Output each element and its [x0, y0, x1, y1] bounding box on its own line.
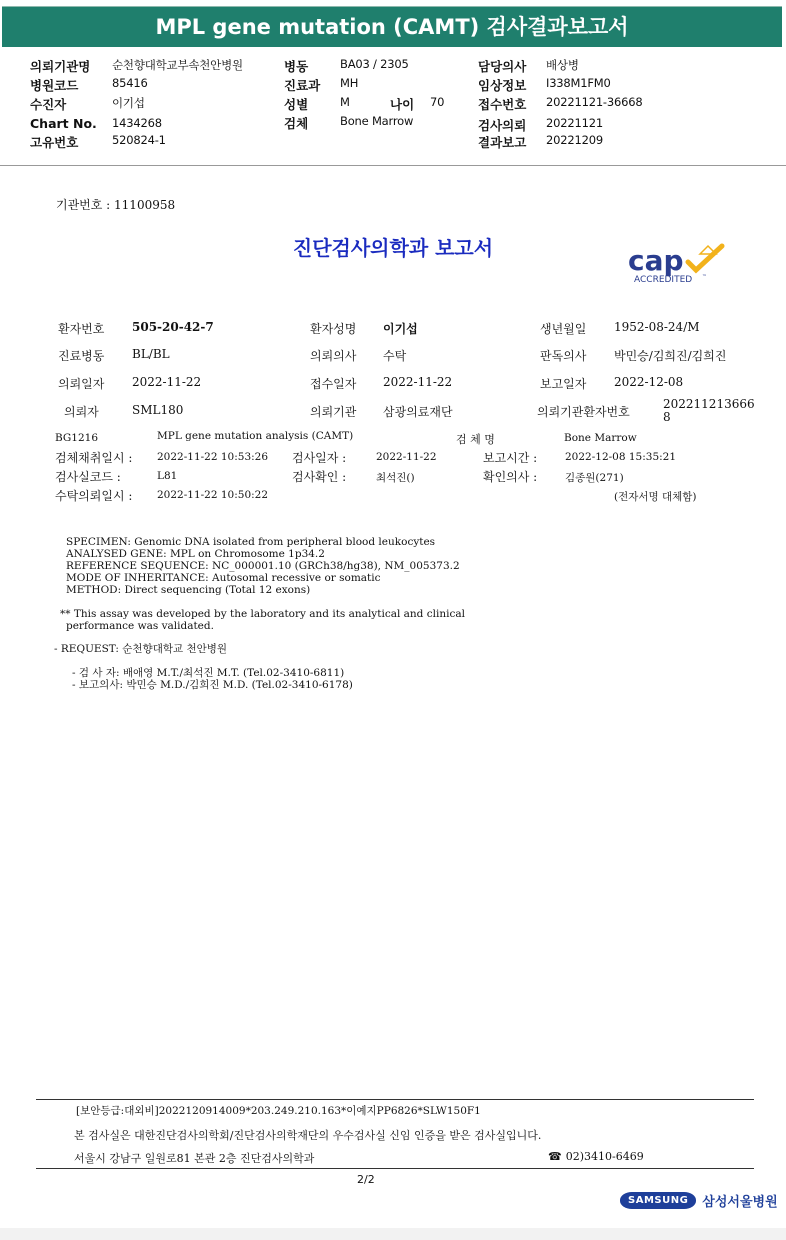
header-value: 520824-1 [112, 133, 166, 147]
confirm-label: 검사확인 : [292, 470, 347, 484]
report-date: 2022-12-08 [614, 375, 684, 389]
receive-date: 2022-11-22 [383, 375, 453, 389]
receive-date-label: 접수일자 [310, 377, 357, 391]
header-value: 이기섭 [112, 96, 145, 110]
e-sign-note: (전자서명 대체함) [614, 491, 697, 503]
body-line: MODE OF INHERITANCE: Autosomal recessive or somatic [66, 572, 381, 584]
certification-line: 본 검사실은 대한진단검사의학회/진단검사의학재단의 우수검사실 신임 인증을 받은 검사실입니다. [74, 1129, 542, 1142]
document-title: MPL gene mutation (CAMT) 검사결과보고서 [2, 6, 782, 47]
samsung-logo-pill: SAMSUNG [620, 1192, 696, 1209]
header-label: 검체 [284, 116, 309, 131]
body-line: SPECIMEN: Genomic DNA isolated from peripheral blood leukocytes [66, 536, 436, 548]
patient-no-label: 환자번호 [58, 322, 105, 336]
footer-divider-top [36, 1099, 754, 1100]
request-date-label: 의뢰일자 [58, 377, 105, 391]
header-label: 나이 [390, 97, 415, 112]
page-number: 2/2 [357, 1173, 375, 1186]
cap-logo-text: cap [628, 244, 684, 277]
header-value: 순천향대학교부속천안병원 [112, 58, 243, 72]
report-title: 진단검사의학과 보고서 [292, 236, 494, 260]
security-line: [보안등급:대외비]2022120914009*203.249.210.163*이예지PP6826*SLW150F1 [76, 1105, 481, 1117]
doctor-label: 의뢰의사 [310, 349, 357, 363]
header-value: 20221209 [546, 133, 603, 147]
header-label: 병동 [284, 59, 309, 74]
requester: SML180 [132, 403, 184, 417]
header-label: 진료과 [284, 78, 321, 93]
report-time: 2022-12-08 15:35:21 [565, 451, 677, 463]
dob-label: 생년월일 [540, 322, 587, 336]
report-date-label: 보고일자 [540, 377, 587, 391]
body-line: REFERENCE SEQUENCE: NC_000001.10 (GRCh38/hg38), NM_005373.2 [66, 560, 460, 572]
requester-label: 의뢰자 [64, 405, 99, 419]
request-institution-pid: 202211213666 [663, 397, 755, 411]
specimen-details [66, 536, 460, 596]
collect-label: 검체채취일시 : [55, 451, 133, 465]
header-label: 검사의뢰 [478, 118, 527, 133]
outsource-label: 수탁의뢰일시 : [55, 489, 133, 503]
samsung-hospital-logo [620, 1190, 778, 1210]
confirm-doctor-label: 확인의사 : [483, 470, 538, 484]
header-value: 70 [430, 95, 445, 109]
header-value: M [340, 95, 350, 109]
ward-label: 진료병동 [58, 349, 105, 363]
patient-name: 이기섭 [383, 322, 418, 336]
cap-logo-sub: ACCREDITED [634, 275, 693, 285]
phone-number: 02)3410-6469 [565, 1150, 644, 1163]
header-label: 수진자 [30, 97, 67, 112]
header-value: 1434268 [112, 116, 162, 130]
samsung-logo-text: 삼성서울병원 [702, 1195, 778, 1210]
specimen: Bone Marrow [564, 432, 637, 444]
reviewer: 박민승/김희진/김희진 [614, 349, 727, 363]
request-institution-pid-label: 의뢰기관환자번호 [537, 405, 630, 419]
test-date: 2022-11-22 [376, 451, 437, 463]
header-label: 결과보고 [478, 135, 527, 150]
header-value: 20221121-36668 [546, 95, 643, 109]
dob: 1952-08-24/M [614, 320, 700, 334]
request-date: 2022-11-22 [132, 375, 202, 389]
collect-time: 2022-11-22 10:53:26 [157, 451, 269, 463]
staff-line: - 검 사 자: 배애영 M.T./최석진 M.T. (Tel.02-3410-6811) [72, 667, 345, 679]
body-line: METHOD: Direct sequencing (Total 12 exons) [66, 584, 311, 596]
request-institution-pid-cont: 8 [663, 410, 671, 424]
assay-note [60, 608, 465, 632]
staff-line: - 보고의사: 박민승 M.D./김희진 M.D. (Tel.02-3410-6178) [72, 679, 353, 691]
header-value: Bone Marrow [340, 114, 414, 128]
lab-code: L81 [157, 470, 178, 482]
header-label: 고유번호 [30, 135, 79, 150]
doctor: 수탁 [383, 349, 407, 363]
patient-name-label: 환자성명 [310, 322, 357, 336]
address-line: 서울시 강남구 일원로81 본관 2층 진단검사의학과 [74, 1152, 315, 1165]
header-label: 담당의사 [478, 59, 527, 74]
reviewer-label: 판독의사 [540, 349, 587, 363]
header-value: MH [340, 76, 359, 90]
staff-info [72, 667, 353, 691]
test-date-label: 검사일자 : [292, 451, 347, 465]
confirm-doctor: 김종원(271) [565, 472, 624, 484]
outsource-time: 2022-11-22 10:50:22 [157, 489, 269, 501]
body-line: ANALYSED GENE: MPL on Chromosome 1p34.2 [66, 548, 325, 560]
header-label: 접수번호 [478, 97, 527, 112]
confirm: 최석진() [376, 472, 415, 484]
report-time-label: 보고시간 : [483, 451, 538, 465]
header-value: 배상병 [546, 58, 579, 72]
header-label: 병원코드 [30, 78, 79, 93]
header-value: BA03 / 2305 [340, 57, 409, 71]
note-line: ** This assay was developed by the laboratory and its analytical and clinical [60, 608, 465, 620]
ward: BL/BL [132, 347, 170, 361]
test-code: BG1216 [55, 432, 99, 444]
request-line: - REQUEST: 순천향대학교 천안병원 [54, 643, 228, 655]
header-divider [0, 165, 786, 166]
cap-accredited-logo [626, 240, 736, 290]
institution-number: 기관번호 : 11100958 [56, 198, 176, 212]
header-label: 의뢰기관명 [30, 59, 91, 74]
specimen-label: 검 체 명 [456, 433, 495, 446]
header-label: Chart No. [30, 116, 97, 131]
footer-divider-bottom [36, 1168, 754, 1169]
test-name: MPL gene mutation analysis (CAMT) [157, 430, 354, 442]
lab-code-label: 검사실코드 : [55, 470, 121, 484]
header-label: 임상정보 [478, 78, 527, 93]
header-value: I338M1FM0 [546, 76, 611, 90]
patient-no: 505-20-42-7 [132, 320, 214, 334]
header-value: 20221121 [546, 116, 603, 130]
cap-logo-tm: ™ [702, 274, 707, 280]
note-line: performance was validated. [66, 620, 214, 632]
header-label: 성별 [284, 97, 309, 112]
request-institution: 삼광의료재단 [383, 405, 453, 419]
phone-line [548, 1150, 644, 1163]
header-value: 85416 [112, 76, 148, 90]
phone-icon: ☎ [548, 1150, 562, 1163]
request-institution-label: 의뢰기관 [310, 405, 357, 419]
